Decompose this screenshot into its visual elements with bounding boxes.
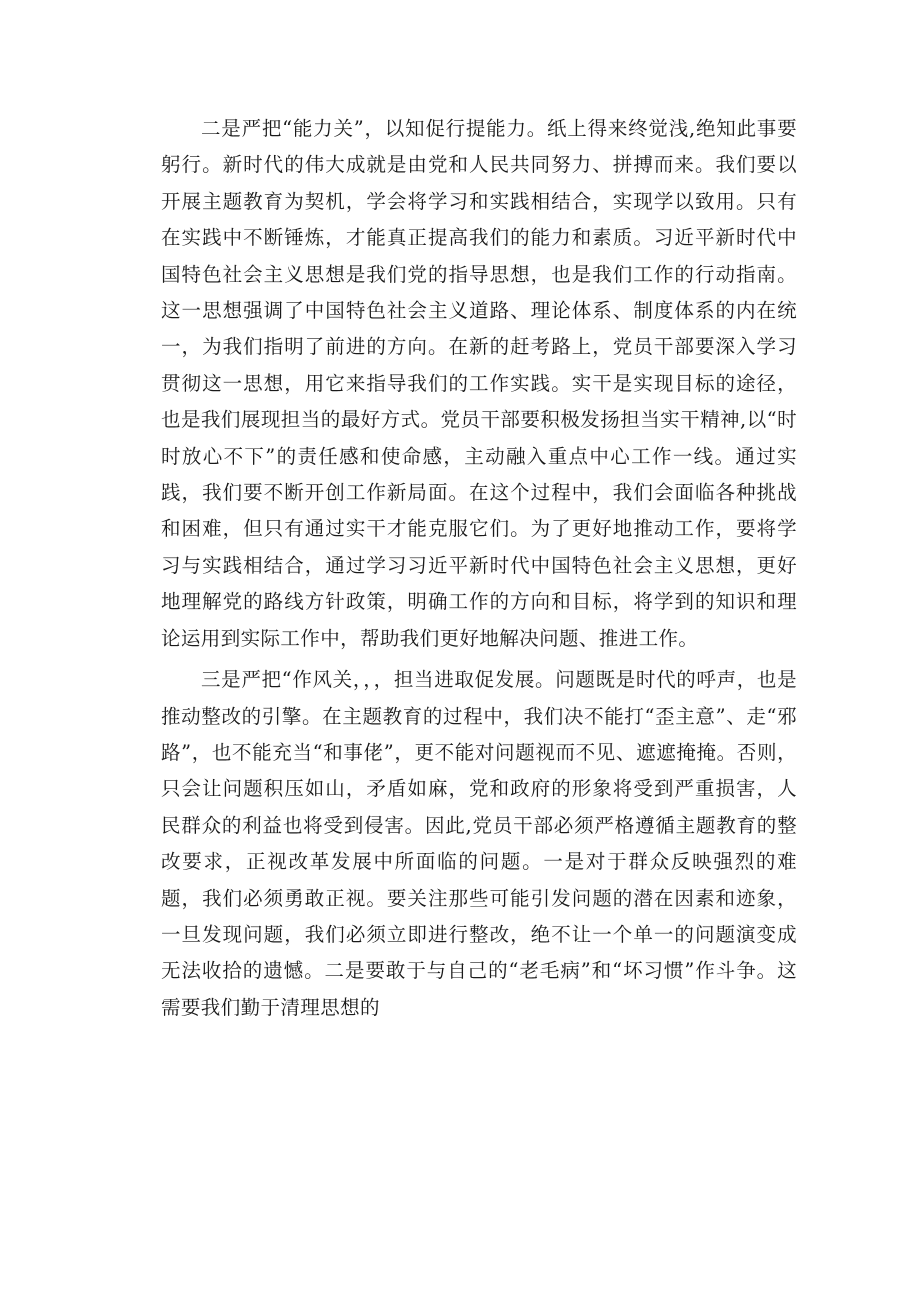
document-body [161, 111, 797, 1026]
paragraph-work-style-checkpoint: 三是严把“作风关，，，担当进取促发展。问题既是时代的呼声，也是推动整改的引擎。在主题教育的过程中，我们决不能打“歪主意”、走“邪路”，也不能充当“和事佬”，更不能对问题视而不见、遮遮掩掩。否则，只会让问题积压如山，矛盾如麻，党和政府的形象将受到严重损害，人民群众的利益也将受到侵害。因此,党员干部必须严格遵循主题教育的整改要求，正视改革发展中所面临的问题。一是对于群众反映强烈的难题，我们必须勇敢正视。要关注那些可能引发问题的潜在因素和迹象，一旦发现问题，我们必须立即进行整改，绝不让一个单一的问题演变成无法收拾的遗憾。二是要敢于与自己的“老毛病”和“坏习惯”作斗争。这需要我们勤于清理思想的 [161, 668, 797, 1019]
paragraph-ability-checkpoint: 二是严把“能力关”，以知促行提能力。纸上得来终觉浅,绝知此事要躬行。新时代的伟大成就是由党和人民共同努力、拼搏而来。我们要以开展主题教育为契机，学会将学习和实践相结合，实现学以致用。只有在实践中不断锤炼，才能真正提高我们的能力和素质。习近平新时代中国特色社会主义思想是我们党的指导思想，也是我们工作的行动指南。这一思想强调了中国特色社会主义道路、理论体系、制度体系的内在统一，为我们指明了前进的方向。在新的赶考路上，党员干部要深入学习贯彻这一思想，用它来指导我们的工作实践。实干是实现目标的途径，也是我们展现担当的最好方式。党员干部要积极发扬担当实干精神,以“时时放心不下”的责任感和使命感，主动融入重点中心工作一线。通过实践，我们要不断开创工作新局面。在这个过程中，我们会面临各种挑战和困难，但只有通过实干才能克服它们。为了更好地推动工作，要将学习与实践相结合，通过学习习近平新时代中国特色社会主义思想，更好地理解党的路线方针政策，明确工作的方向和目标，将学到的知识和理论运用到实际工作中，帮助我们更好地解决问题、推进工作。 [161, 117, 797, 650]
